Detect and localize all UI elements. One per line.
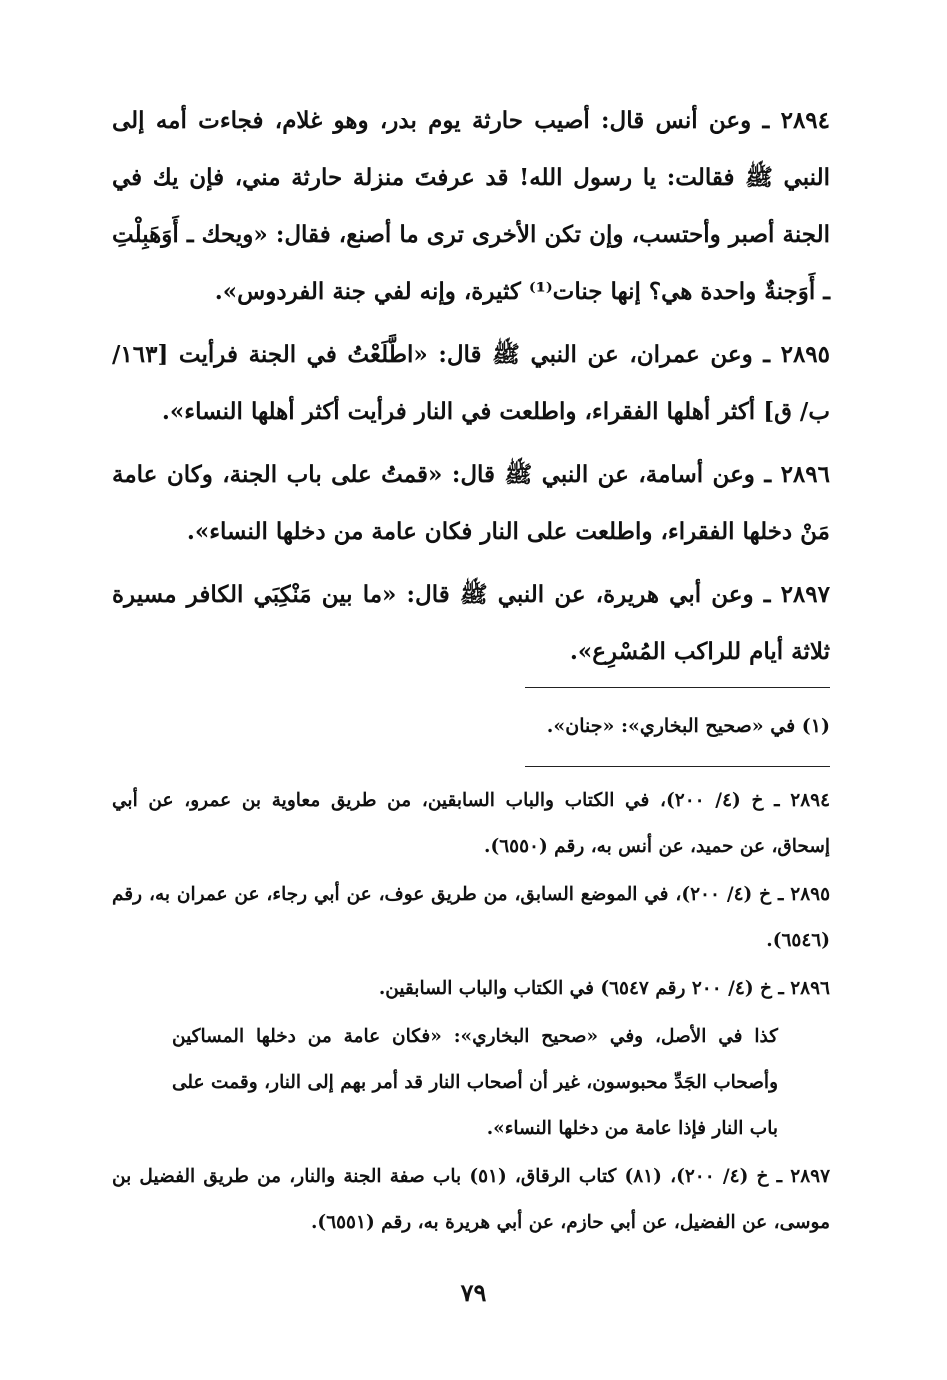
page-number: ٧٩ [460, 1278, 487, 1307]
hadith-2896 [112, 446, 830, 560]
footnote: (١) في «صحيح البخاري»: «جنان». [546, 715, 830, 737]
hadith-number: ٢٨٩٦ [780, 461, 830, 488]
takhrij-2896: ٢٨٩٦ ـ خ (٤/ ٢٠٠ رقم ٦٥٤٧) في الكتاب والباب السابقين. [378, 978, 830, 999]
takhrij-divider [525, 766, 830, 767]
hadith-text: ـ وعن أسامة، عن النبي ﷺ قال: «قمتُ على باب الجنة، وكان عامة مَنْ دخلها الفقراء، واطلعت على النار فكان عامة من دخلها النساء». [112, 461, 830, 545]
hadith-2895 [112, 326, 830, 440]
hadith-2894 [112, 92, 830, 320]
takhrij-2896-note: كذا في الأصل، وفي «صحيح البخاري»: «فكان عامة من دخلها المساكين وأصحاب الجَدِّ محبوسون، غير أن أصحاب النار قد أمر بهم إلى النار، وقمت على باب النار فإذا عامة من دخلها النساء». [172, 1026, 778, 1139]
hadith-number: ٢٨٩٧ [780, 581, 830, 608]
takhrij-2895: ٢٨٩٥ ـ خ (٤/ ٢٠٠)، في الموضع السابق، من طريق عوف، عن أبي رجاء، عن عمران به، رقم (٦٥٤٦). [112, 884, 831, 951]
hadith-text: ـ وعن عمران، عن النبي ﷺ قال: «اطَّلَعْتُ في الجنة فرأيت [١٦٣/ ب/ ق] أكثر أهلها الفقراء، واطلعت في النار فرأيت أكثر أهلها النساء». [112, 341, 830, 425]
takhrij-2897: ٢٨٩٧ ـ خ (٤/ ٢٠٠)، (٨١) كتاب الرقاق، (٥١) باب صفة الجنة والنار، من طريق الفضيل بن موسى، عن الفضيل، عن أبي حازم، عن أبي هريرة به، رقم (٦٥٥١). [112, 1166, 831, 1233]
hadith-text: ـ وعن أنس قال: أصيب حارثة يوم بدر، وهو غلام، فجاءت أمه إلى النبي ﷺ فقالت: يا رسول الله! قد عرفتَ منزلة حارثة مني، فإن يك في الجنة أصبر وأحتسب، وإن تكن الأخرى ترى ما أصنع، فقال: «ويحك ـ أَوَهَبِلْتِ ـ أَوَجنةٌ واحدة هي؟ إنها جنات⁽¹⁾ كثيرة، وإنه لفي جنة الفردوس». [112, 107, 830, 305]
footnote-divider [525, 687, 830, 688]
takhrij-2894: ٢٨٩٤ ـ خ (٤/ ٢٠٠)، في الكتاب والباب السابقين، من طريق معاوية بن عمرو، عن أبي إسحاق، عن حميد، عن أنس به، رقم (٦٥٥٠). [112, 790, 831, 857]
hadith-number: ٢٨٩٥ [780, 341, 831, 368]
takhrij-section [112, 778, 830, 1248]
hadith-number: ٢٨٩٤ [780, 107, 831, 134]
hadith-2897 [112, 566, 830, 680]
hadith-text: ـ وعن أبي هريرة، عن النبي ﷺ قال: «ما بين مَنْكِبَي الكافر مسيرة ثلاثة أيام للراكب المُسْرِع». [112, 581, 830, 665]
main-text [112, 92, 830, 686]
